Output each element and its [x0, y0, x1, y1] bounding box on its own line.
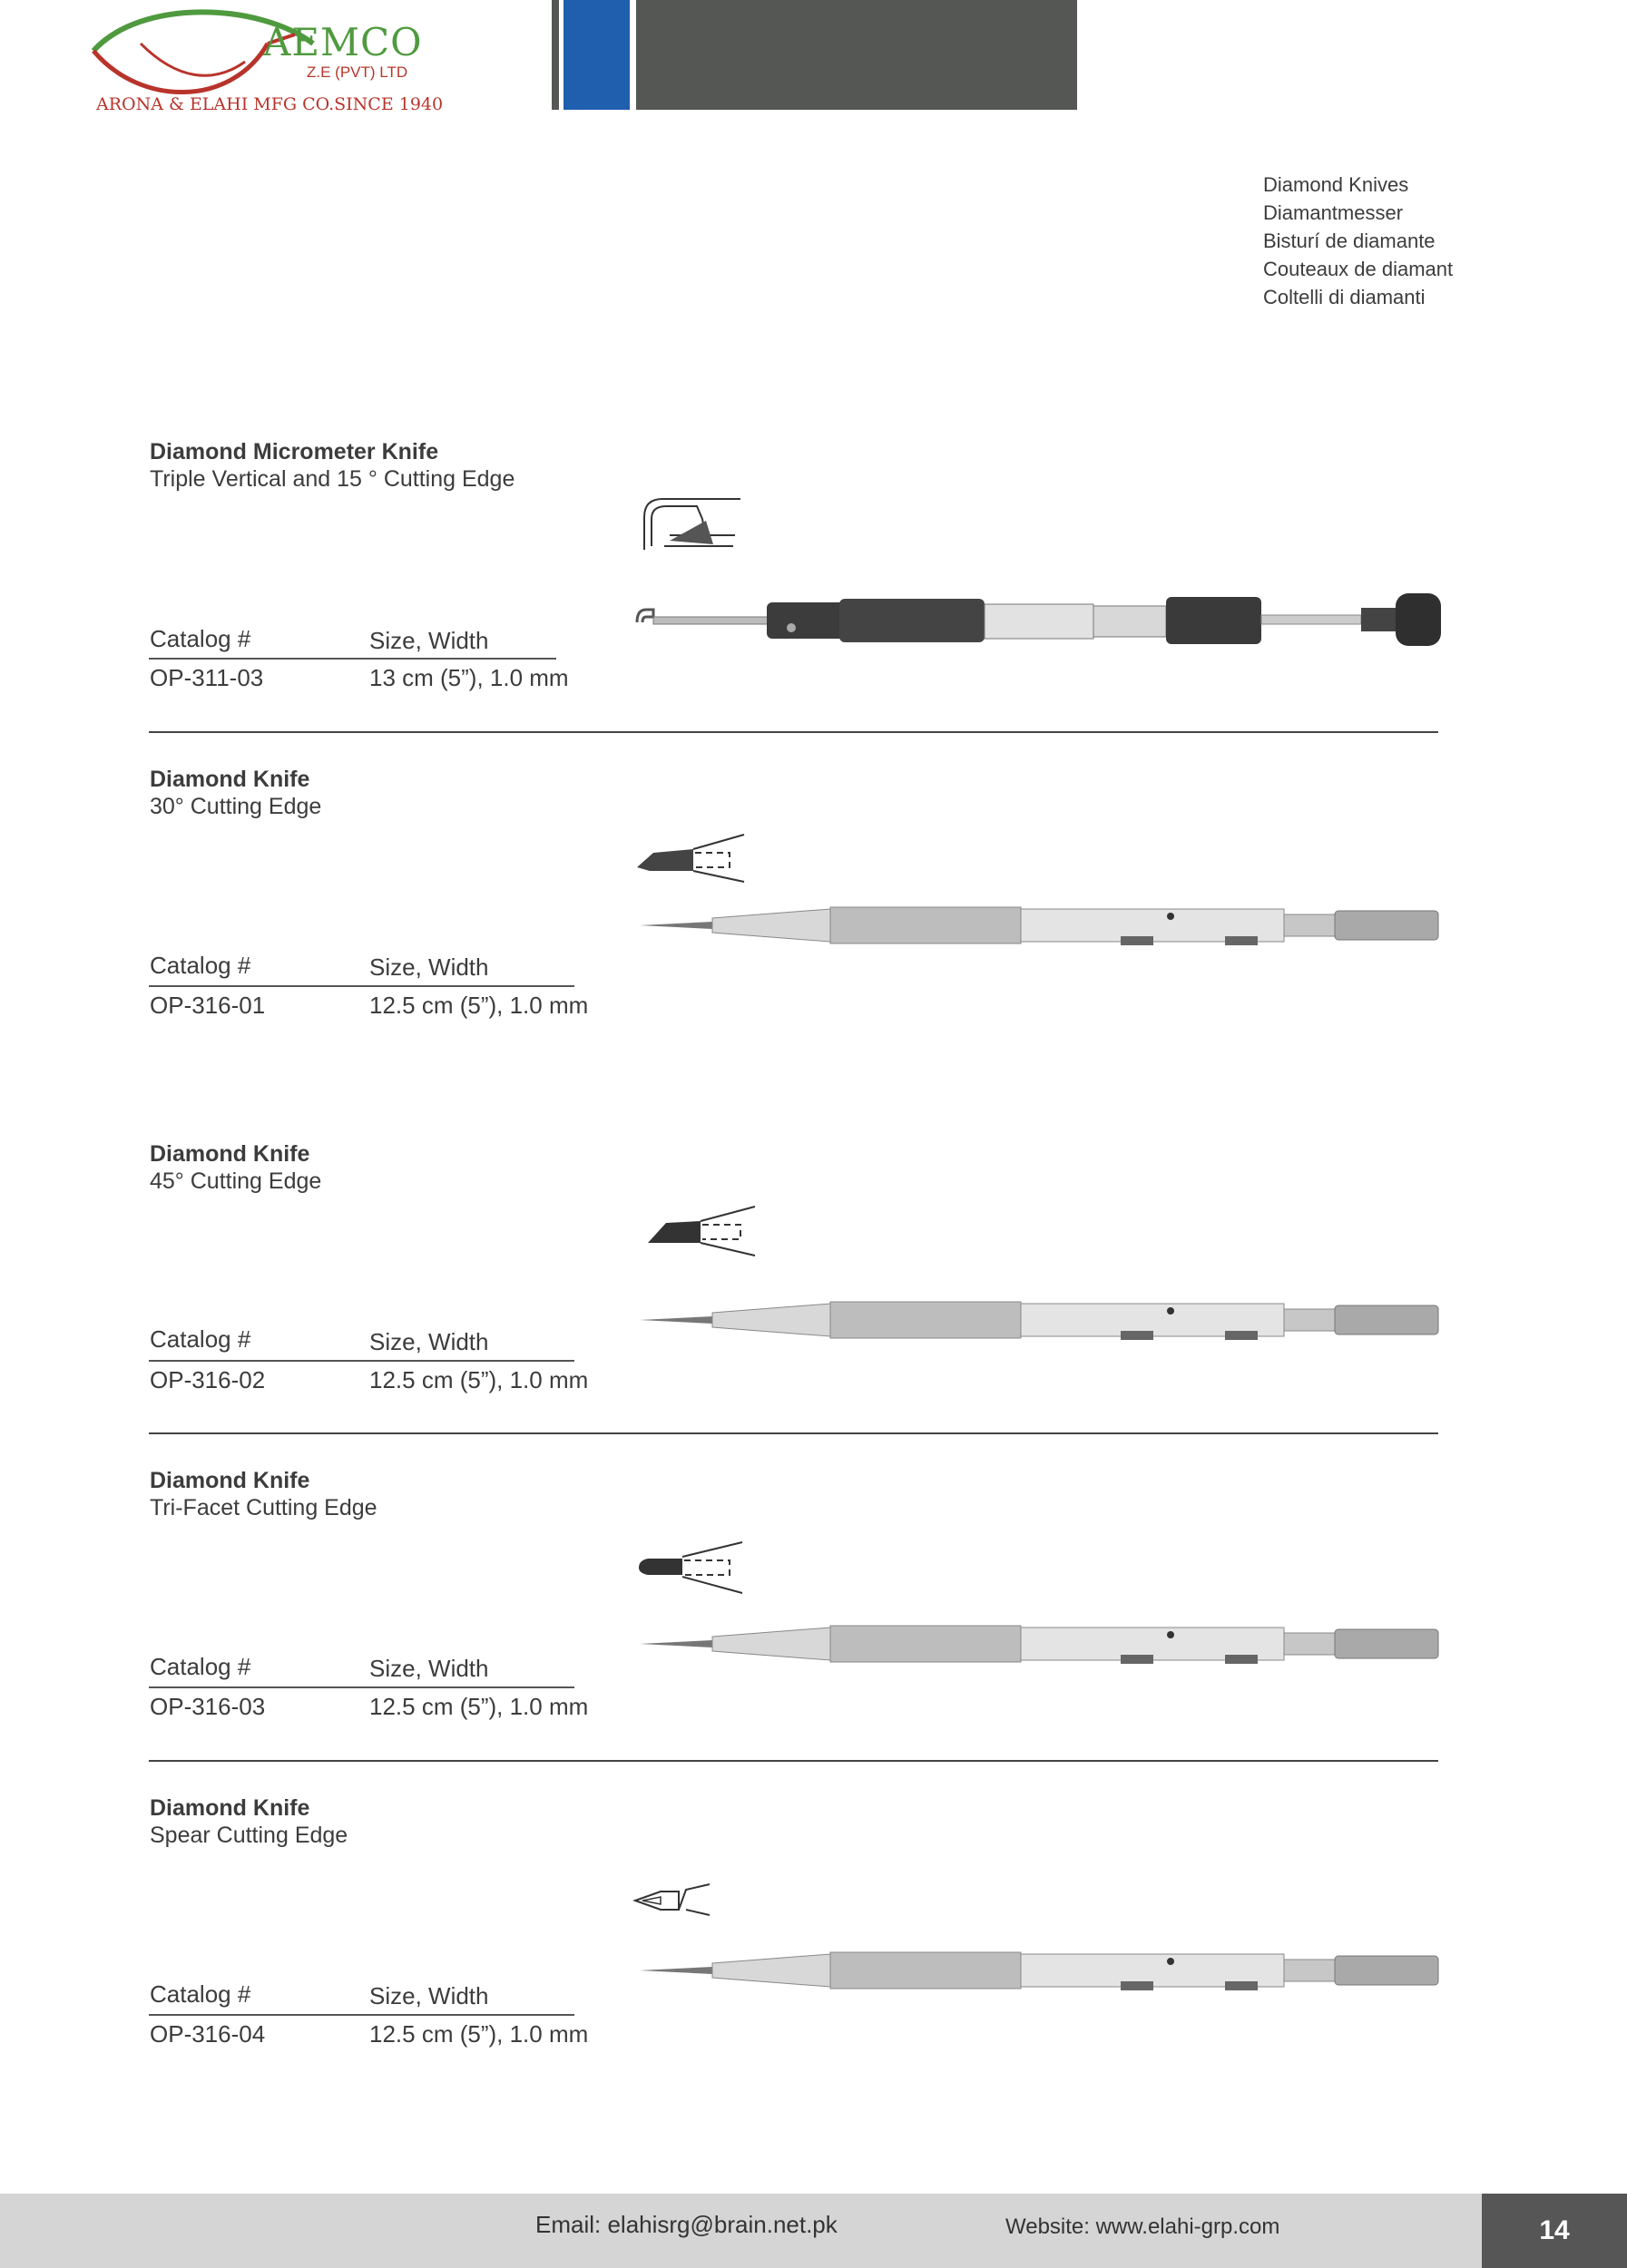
product-subtitle: Spear Cutting Edge: [150, 1823, 348, 1848]
catalog-number: OP-316-01: [150, 992, 266, 1019]
blade-tip-detail-icon: [635, 833, 749, 884]
brand-name: AEMCO: [263, 20, 423, 64]
size-label: Size, Width: [369, 1328, 489, 1355]
section-divider: [149, 1760, 1438, 1762]
catalog-number: OP-316-03: [150, 1693, 266, 1720]
size-label: Size, Width: [369, 953, 489, 981]
section-divider: [149, 731, 1438, 733]
catalog-number: OP-316-02: [150, 1366, 266, 1393]
spec-rule: [149, 658, 556, 660]
product-subtitle: Triple Vertical and 15 ° Cutting Edge: [150, 466, 515, 492]
catalog-number: OP-316-04: [150, 2020, 266, 2048]
product-size: 12.5 cm (5”), 1.0 mm: [369, 992, 589, 1019]
category-name-es: Bisturí de diamante: [1263, 230, 1436, 252]
product-subtitle: 45° Cutting Edge: [150, 1168, 322, 1194]
blade-tip-detail-icon: [635, 1540, 749, 1595]
spec-rule: [149, 2014, 574, 2016]
size-label: Size, Width: [369, 1982, 489, 2009]
catalog-label: Catalog #: [150, 952, 251, 979]
product-size: 12.5 cm (5”), 1.0 mm: [369, 1693, 589, 1720]
category-name-en: Diamond Knives: [1263, 173, 1409, 196]
size-label: Size, Width: [369, 627, 489, 654]
category-name-it: Coltelli di diamanti: [1263, 286, 1426, 308]
size-label: Size, Width: [369, 1655, 489, 1682]
blade-tip-detail-icon: [633, 1881, 715, 1919]
category-translations: [1263, 171, 1453, 311]
catalog-label: Catalog #: [150, 625, 251, 652]
product-size: 13 cm (5”), 1.0 mm: [369, 664, 569, 691]
product-title: Diamond Knife: [150, 1468, 310, 1493]
product-title: Diamond Knife: [150, 1141, 310, 1167]
diamond-knife-image: [640, 1293, 1443, 1347]
diamond-knife-image: [640, 1617, 1443, 1671]
spec-rule: [149, 1360, 574, 1362]
category-name-fr: Couteaux de diamant: [1263, 258, 1454, 280]
catalog-label: Catalog #: [150, 1653, 251, 1680]
product-size: 12.5 cm (5”), 1.0 mm: [369, 1366, 589, 1393]
blade-tip-detail-icon: [646, 1205, 760, 1257]
product-title: Diamond Knife: [150, 1795, 310, 1821]
footer-email[interactable]: Email: elahisrg@brain.net.pk: [535, 2211, 838, 2238]
product-size: 12.5 cm (5”), 1.0 mm: [369, 2020, 589, 2048]
micrometer-knife-image: [635, 590, 1443, 662]
header-bar-thin: [552, 0, 559, 110]
product-subtitle: 30° Cutting Edge: [150, 794, 322, 819]
catalog-label: Catalog #: [150, 1325, 251, 1353]
catalog-label: Catalog #: [150, 1980, 251, 2008]
catalog-number: OP-311-03: [150, 664, 264, 691]
product-title: Diamond Knife: [150, 767, 310, 792]
header-bar-dark: [636, 0, 1077, 110]
footer-website[interactable]: Website: www.elahi-grp.com: [1005, 2214, 1280, 2239]
diamond-knife-image: [640, 898, 1443, 953]
brand-tagline: ARONA & ELAHI MFG CO.SINCE 1940: [96, 94, 444, 114]
section-divider: [149, 1432, 1438, 1434]
product-subtitle: Tri-Facet Cutting Edge: [150, 1495, 377, 1520]
brand-subtitle: Z.E (PVT) LTD: [307, 64, 408, 81]
header-bar-blue: [564, 0, 630, 110]
diamond-knife-image: [640, 1943, 1443, 1998]
page-number: 14: [1539, 2215, 1570, 2245]
product-title: Diamond Micrometer Knife: [150, 439, 439, 464]
spec-rule: [149, 1686, 574, 1688]
category-name-de: Diamantmesser: [1263, 201, 1404, 224]
blade-tip-detail-icon: [633, 490, 742, 553]
spec-rule: [149, 985, 574, 987]
